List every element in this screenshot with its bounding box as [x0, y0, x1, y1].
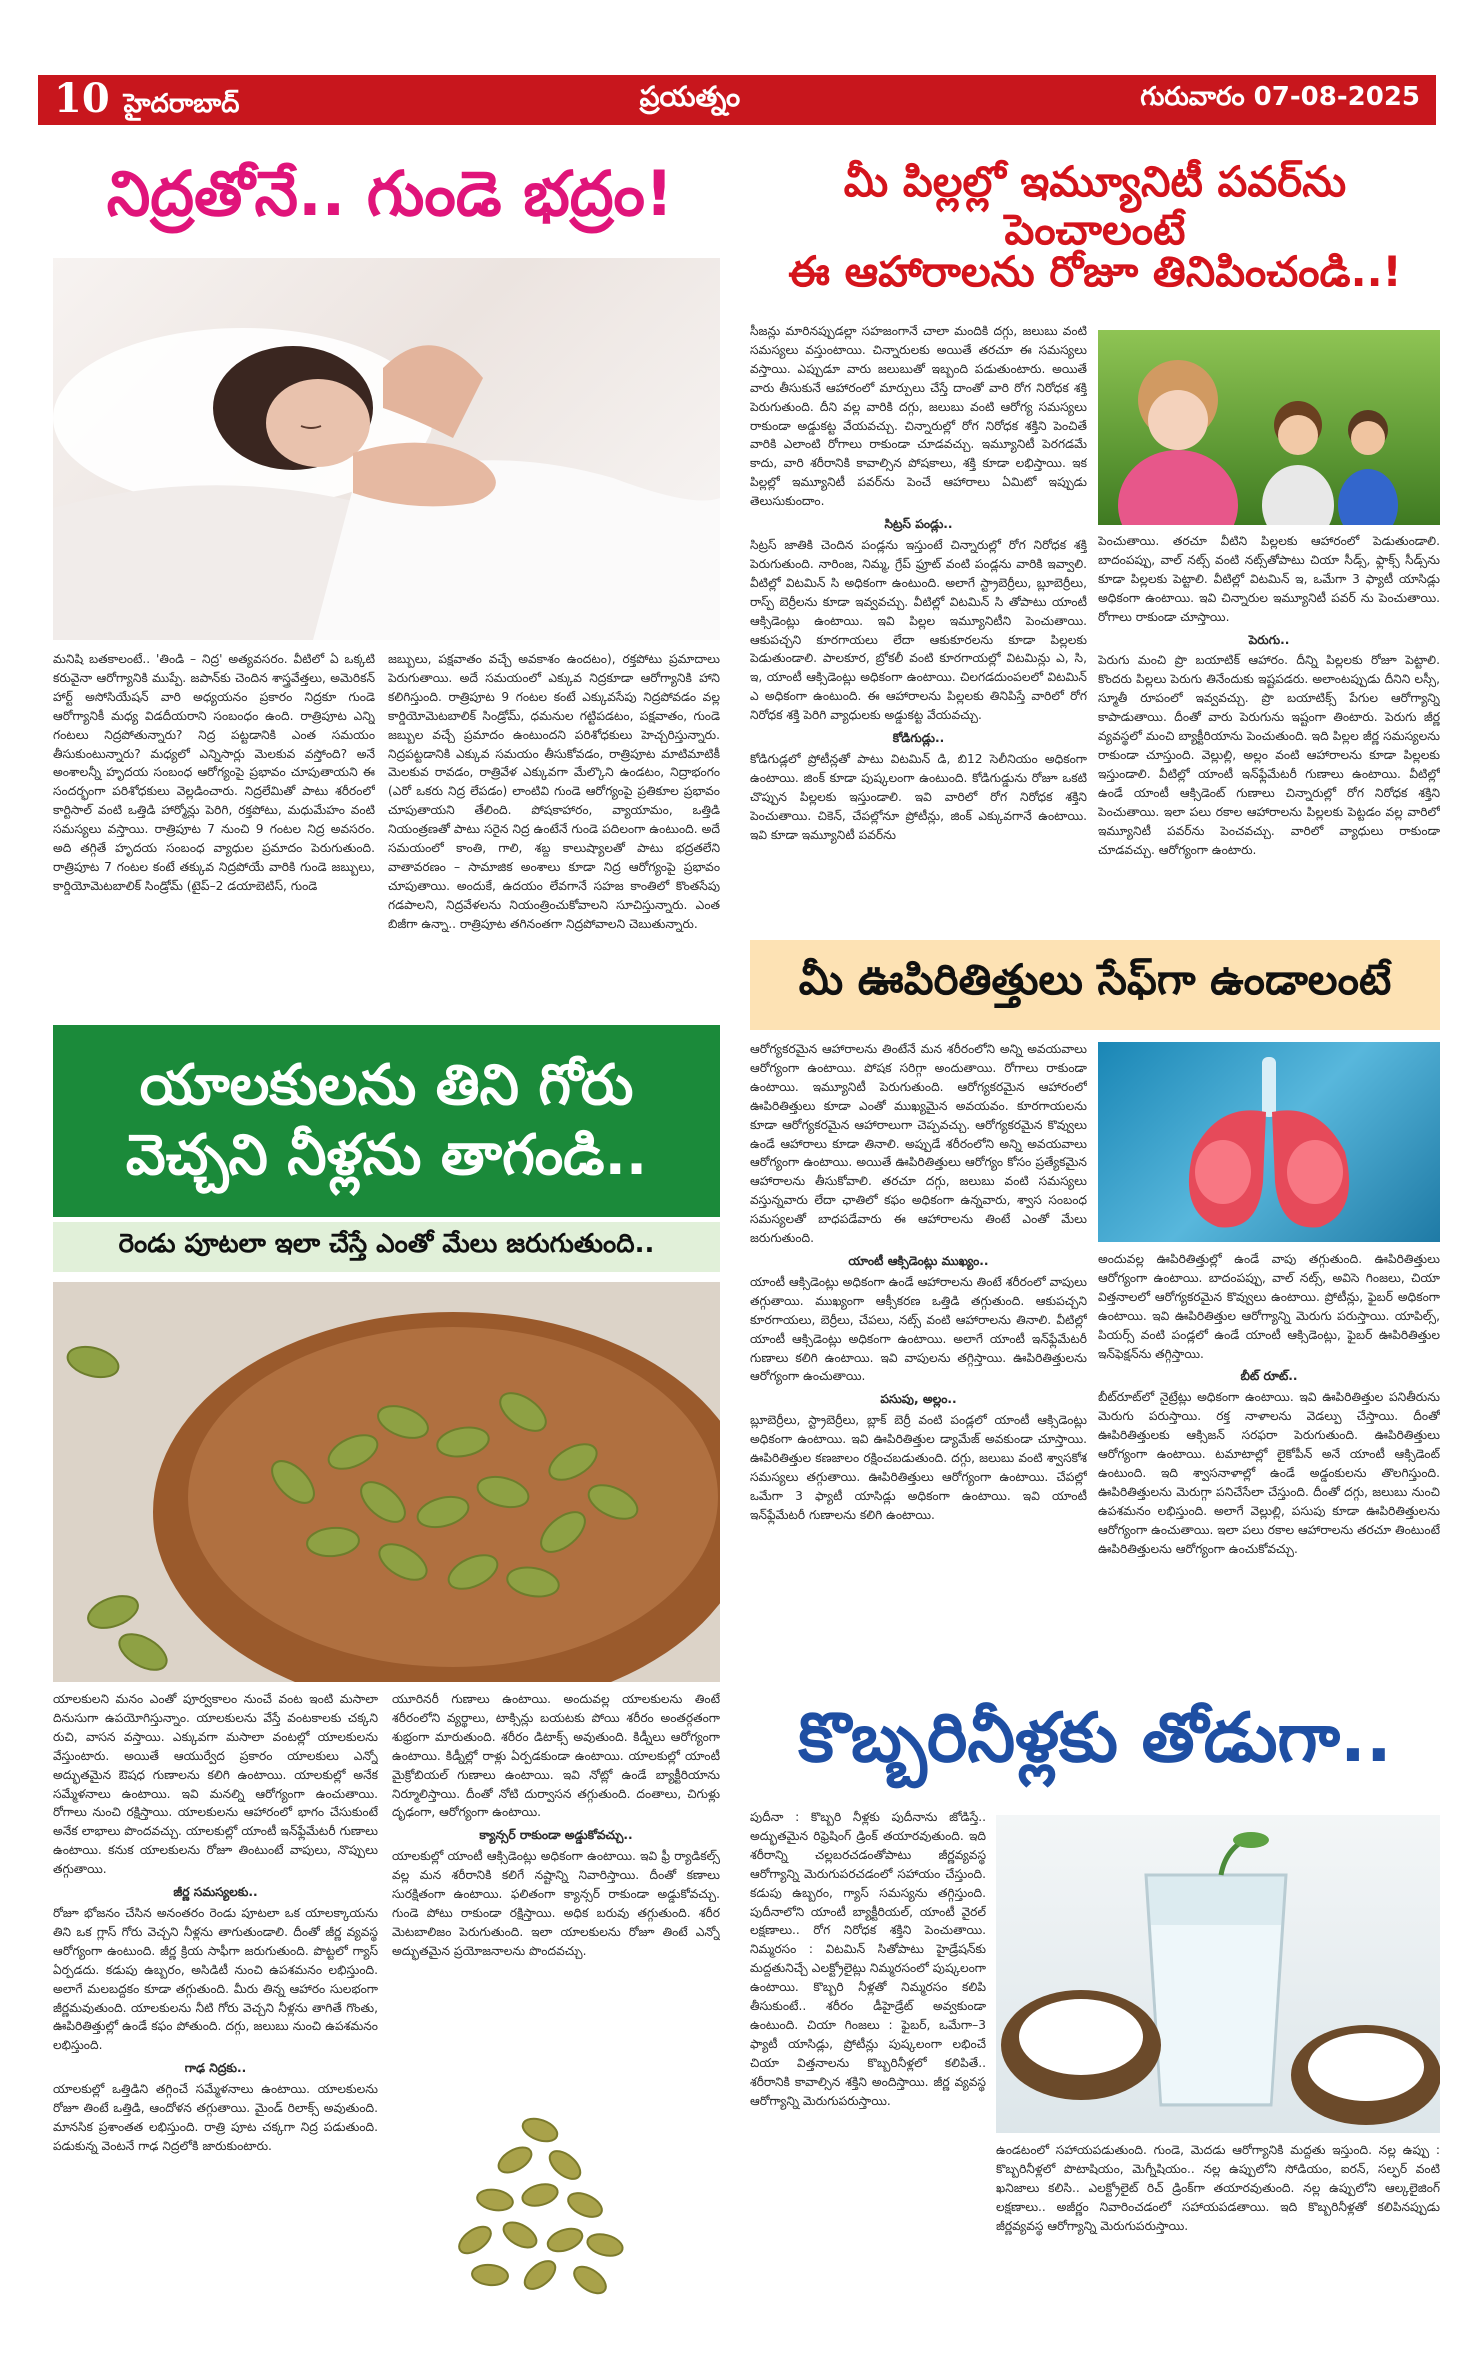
immunity-subhead-curd: పెరుగు..: [1248, 632, 1290, 647]
lungs-col1-text: ఆరోగ్యకరమైన ఆహారాలను తింటేనే మన శరీరంలోని అన్ని అవయవాలు ఆరోగ్యంగా ఉంటాయి. పోషక సరిగ్గా అందుతాయి. రోగాలు రాకుండా ఉంటాయి. ఇమ్యూనిటీ పెరుగుతుంది. ఆరోగ్యకరమైన ఆహారంలో ఊపిరితిత్తులు కూడా ఎంతో ముఖ్యమైన అవయవం. కూరగాయలను కూడా ఆరోగ్యకరమైన ఆహారాలుగా చెప్పవచ్చు. ఆరోగ్యకరమైన కొవ్వులు ఉండే ఆహారాలు కూడా తినాలి. అప్పుడే శరీరంలోని అన్ని అవయవాలు ఆరోగ్యంగా ఉంటాయి. అయితే ఊపిరితిత్తులు ఆరోగ్యం కోసం ప్రత్యేకమైన ఆహారాలను తీసుకోవాలి. తరచూ దగ్గు, జలుబు వంటి సమస్యలు వస్తున్నవారు లేదా ఛాతిలో కఫం అధికంగా ఉన్నవారు, శ్వాస సంబంధ సమస్యలతో బాధపడేవారు ఈ ఆహారాలను తింటే ఎంతో మేలు జరుగుతుంది.: [750, 1042, 1087, 1246]
coconut-water-photo: [996, 1815, 1440, 2133]
issue-date: గురువారం 07-08-2025: [1140, 82, 1420, 112]
sleep-column-2: జబ్బులు, పక్షవాతం వచ్చే అవకాశం ఉందటం), రక్తపోటు ప్రమాదాలు పెరుగుతాయి. అదే సమయంలో ఎక్కువ నిద్రకూడా ఆరోగ్యానికి హాని కలిగిస్తుంది. రాత్రిపూట 9 గంటల కంటే ఎక్కువసేపు నిద్రపోవడం వల్ల కార్డియోమెటబాలిక్ సిండ్రోమ్, ధమనుల గట్టిపడటం, పక్షవాతం, గుండె జబ్బుల వచ్చే ప్రమాదం ఉంటుందని పరిశోధకులు హెచ్చరిస్తున్నారు. నిద్రపట్టడానికి ఎక్కువ సమయం తీసుకోవడం, రాత్రిపూట మాటిమాటికీ మెలకువ రావడం, రాత్రివేళ ఎక్కువగా మేల్కొని ఉండటం, నిద్రాభంగం (ఎరో ఒకరు నిద్ర లేపడం) లాంటివి గుండె ఆరోగ్యంపై ప్రతికూల ప్రభావం చూపుతాయని తేలింది. పోషకాహారం, వ్యాయామం, ఒత్తిడి నియంత్రణతో పాటు సరైన నిద్ర ఉంటేనే గుండె పదిలంగా ఉంటుంది. అదే సమయంలో కాంతి, గాలి, శబ్ద కాలుష్యాలతో పాటు భద్రతలేని వాతావరణం – సామాజిక అంశాలు కూడా నిద్ర ఆరోగ్యంపై ప్రభావం చూపుతాయి. అందుకే, ఉదయం లేవగానే సహజ కాంతిలో కొంతసేపు గడపాలని, నిద్రవేళలను నియంత్రించుకోవాలని సూచిస్తున్నారు. ఎంత బిజీగా ఉన్నా.. రాత్రిపూట తగినంతగా నిద్రపోవాలని చెబుతున్నారు.: [388, 652, 720, 931]
lungs-column-2: [1098, 1250, 1440, 1660]
lungs-col2-text: అందువల్ల ఊపిరితిత్తుల్లో ఉండే వాపు తగ్గుతుంది. ఊపిరితిత్తులు ఆరోగ్యంగా ఉంటాయి. బాదంపప్పు, వాల్ నట్స్, అవిసె గింజలు, చియా విత్తనాలలో ఆరోగ్యకరమైన కొవ్వులు ఉంటాయి. ప్రోటీన్లు, ఫైబర్ అధికంగా ఉంటాయి. ఇవి ఊపిరితిత్తుల ఆరోగ్యాన్ని మెరుగు పరుస్తాయి. యాపిల్స్, పియర్స్ వంటి పండ్లలో ఉండే యాంటీ ఆక్సిడెంట్లు, ఫైబర్ ఊపిరితిత్తుల ఇన్‌ఫెక్షన్‌ను తగ్గిస్తాయి.: [1098, 1252, 1440, 1361]
immunity-col1-text: సీజన్లు మారినప్పుడల్లా సహజంగానే చాలా మందికి దగ్గు, జలుబు వంటి సమస్యలు వస్తుంటాయి. చిన్నారులకు అయితే తరచూ ఈ సమస్యలు వస్తాయి. ఎప్పుడూ వారు జలుబుతో ఇబ్బంది పడుతుంటారు. అయితే వారు తీసుకునే ఆహారంలో మార్పులు చేస్తే దాంతో వారి రోగ నిరోధక శక్తి పెరుగుతుంది. దీని వల్ల వారికి దగ్గు, జలుబు వంటి ఆరోగ్య సమస్యలు రాకుండా అడ్డుకట్ట వేయవచ్చు. చిన్నారుల్లో రోగ నిరోధక శక్తిని పెంచితే వారికి ఎలాంటి రోగాలు రాకుండా చూడవచ్చు. ఇమ్యూనిటీ పెరగడమే కాదు, వారి శరీరానికి కావాల్సిన పోషకాలు, శక్తి కూడా లభిస్తాయి. ఇక పిల్లల్లో ఇమ్యూనిటీ పవర్‌ను పెంచే ఆహారాలు ఏమిటో ఇప్పుడు తెలుసుకుందాం.: [750, 324, 1087, 509]
cardamom-subtitle: రెండు పూటలా ఇలా చేస్తే ఎంతో మేలు జరుగుతుంది..: [53, 1222, 720, 1272]
immunity-col2b-text: పెరుగు మంచి ప్రొ బయాటిక్ ఆహారం. దీన్ని పిల్లలకు రోజూ పెట్టాలి. కొందరు పిల్లలు పెరుగు తినేందుకు ఇష్టపడరు. అలాంటప్పుడు దీనిని లస్సీ, స్మూతీ రూపంలో ఇవ్వవచ్చు. ప్రొ బయాటిక్స్ పేగుల ఆరోగ్యాన్ని కాపాడుతాయి. దీంతో వారు పెరుగును ఇష్టంగా తింటారు. పెరుగు జీర్ణ వ్యవస్థలో మంచి బ్యాక్టీరియాను పెంచుతుంది. ఇది పిల్లల జీర్ణ సమస్యలను రాకుండా చూస్తుంది. వెల్లుల్లి, అల్లం వంటి ఆహారాలను కూడా పిల్లలకు ఇస్తుండాలి. వీటిల్లో యాంటీ ఇన్‌ఫ్లేమేటరీ గుణాలు ఉంటాయి. వీటిల్లో ఉండే యాంటీ ఆక్సిడెంట్ గుణాలు చిన్నారుల్లో రోగ నిరోధక శక్తిని పెంచుతాయి. ఇలా పలు రకాల ఆహారాలను పిల్లలకు పెట్టడం వల్ల వారిలో ఇమ్యూనిటీ పవర్‌ను పెంచవచ్చు. వారిలో వ్యాధులు రాకుండా చూడవచ్చు. ఆరోగ్యంగా ఉంటారు.: [1098, 653, 1440, 857]
children-illustration: [1098, 330, 1440, 525]
lungs-subhead-antioxidants: యాంటీ ఆక్సిడెంట్లు ముఖ్యం..: [848, 1253, 989, 1268]
page-number: 10: [54, 75, 110, 122]
immunity-subhead-eggs: కోడిగుడ్లు..: [892, 731, 945, 746]
immunity-col1c-text: కోడిగుడ్లలో ప్రోటీన్లతో పాటు విటమిన్ డి, బి12 సెలీనియం అధికంగా ఉంటాయి. జింక్ కూడా పుష్కలంగా ఉంటుంది. కోడిగుడ్డును రోజూ ఒకటి చొప్పున పిల్లలకు ఇస్తుండాలి. ఇవి వారిలో రోగ నిరోధక శక్తిని పెంచుతాయి. చికెన్, చేపల్లోనూ ప్రోటీన్లు, జింక్ ఎక్కువగానే ఉంటాయి. ఇవి కూడా ఇమ్యూనిటీ పవర్‌ను: [750, 751, 1087, 842]
lungs-col1b-text: యాంటీ ఆక్సిడెంట్లు అధికంగా ఉండే ఆహారాలను తింటే శరీరంలో వాపులు తగ్గుతాయి. ముఖ్యంగా ఆక్సీకరణ ఒత్తిడి తగ్గుతుంది. ఆకుపచ్చని కూరగాయలు, బెర్రీలు, చేపలు, నట్స్ వంటి ఆహారాలను తినాలి. వీటిల్లో యాంటీ ఆక్సిడెంట్లు అధికంగా ఉంటాయి. అలాగే యాంటీ ఇన్‌ఫ్లేమేటరీ గుణాలు కలిగి ఉంటాయి. ఇవి వాపులను తగ్గిస్తాయి. ఊపిరితిత్తులను ఆరోగ్యంగా ఉంచుతాయి.: [750, 1274, 1087, 1384]
cardamom-column-1: [53, 1690, 378, 2305]
city-name: హైదరాబాద్: [123, 89, 240, 119]
cardamom-banner-line-1: యాలకులను తిని గోరు: [139, 1053, 634, 1118]
immunity-column-2: [1098, 532, 1440, 924]
lungs-subhead-ginger: పసుపు, అల్లం..: [880, 1392, 957, 1407]
children-photo: [1098, 330, 1440, 525]
sleep-headline: నిద్రతోనే.. గుండె భద్రం!: [106, 157, 674, 230]
lungs-column-1: [750, 1040, 1087, 1660]
cardamom-col2b-text: యాలకుల్లో యాంటీ ఆక్సిడెంట్లు అధికంగా ఉంటాయి. ఇవి ఫ్రీ ర్యాడికల్స్ వల్ల మన శరీరానికి కలిగే నష్టాన్ని నివారిస్తాయి. దీంతో కణాలు సురక్షితంగా ఉంటాయి. ఫలితంగా క్యాన్సర్ రాకుండా అడ్డుకోవచ్చు. గుండె పోటు రాకుండా రక్షిస్తాయి. అధిక బరువు తగ్గుతుంది. శరీర మెటబాలిజం పెరుగుతుంది. ఇలా యాలకులను రోజూ తింటే ఎన్నో అద్భుతమైన ప్రయోజనాలను పొందవచ్చు.: [392, 1849, 720, 1958]
lungs-subhead-beetroot: బీట్ రూట్..: [1240, 1369, 1298, 1384]
masthead: [38, 75, 1436, 125]
coconut-column-2: ఉండటంలో సహాయపడుతుంది. గుండె, మెదడు ఆరోగ్యానికి మద్దతు ఇస్తుంది. నల్ల ఉప్పు : కొబ్బరినీళ్లలో పొటాషియం, మెగ్నీషియం.. నల్ల ఉప్పులోని సోడియం, ఐరన్, సల్ఫర్ వంటి ఖనిజాలు కలిసి.. ఎలక్ట్రోలైట్ రిచ్ డ్రింక్‌గా తయారవుతుంది. నల్ల ఉప్పులోని ఆల్కలైజింగ్ లక్షణాలు.. అజీర్ణం నివారించడంలో సహాయపడతాయి. ఇది కొబ్బరినీళ్లతో కలిపినప్పుడు జీర్ణవ్యవస్థ ఆరోగ్యాన్ని మెరుగుపరుస్తాయి.: [996, 2143, 1440, 2233]
cardamom-banner: [53, 1025, 720, 1217]
immunity-subhead-citrus: సిట్రస్ పండ్లు..: [884, 517, 953, 532]
cardamom-pile-illustration: [430, 2070, 650, 2310]
lungs-col2b-text: బీట్‌రూట్‌లో నైట్రేట్లు అధికంగా ఉంటాయి. ఇవి ఊపిరితిత్తుల పనితీరును మెరుగు పరుస్తాయి. రక్త నాళాలను వెడల్పు చేస్తాయి. దీంతో ఊపిరితిత్తులకు ఆక్సిజన్ సరఫరా పెరుగుతుంది. ఊపిరితిత్తులు ఆరోగ్యంగా ఉంటాయి. టమాటాల్లో లైకోపీన్ అనే యాంటీ ఆక్సిడెంట్ ఉంటుంది. ఇది శ్వాసనాళాల్లో ఉండే అడ్డంకులను తొలగిస్తుంది. ఊపిరితిత్తులను మెరుగ్గా పనిచేసేలా చేస్తుంది. దీంతో దగ్గు, జలుబు నుంచి ఉపశమనం లభిస్తుంది. అలాగే వెల్లుల్లి, పసుపు కూడా ఊపిరితిత్తులను ఆరోగ్యంగా ఉంచుతాయి. ఇలా పలు రకాల ఆహారాలను తరచూ తింటుంటే ఊపిరితిత్తులను ఆరోగ్యంగా ఉంచుకోవచ్చు.: [1098, 1390, 1440, 1556]
cardamom-column-2: [392, 1690, 720, 2060]
sleeping-woman-illustration: [53, 258, 720, 640]
immunity-col1b-text: సిట్రస్ జాతికి చెందిన పండ్లను ఇస్తుంటే చిన్నారుల్లో రోగ నిరోధక శక్తి పెరుగుతుంది. నారింజ, నిమ్మ, గ్రేప్ ఫ్రూట్ వంటి పండ్లను వారికి ఇవ్వాలి. వీటిల్లో విటమిన్ సి అధికంగా ఉంటుంది. అలాగే స్ట్రాబెర్రీలు, బ్లూబెర్రీలు, రాస్ప్ బెర్రీలను కూడా ఇవ్వవచ్చు. వీటిల్లో విటమిన్ సి తోపాటు యాంటీ ఆక్సిడెంట్లు ఉంటాయి. ఇవి పిల్లల ఇమ్యూనిటీని పెంచుతాయి. ఆకుపచ్చని కూరగాయలు లేదా ఆకుకూరలను కూడా పిల్లలకు పెడుతుండాలి. పాలకూర, బ్రోకలీ వంటి కూరగాయల్లో విటమిన్లు ఎ, సి, ఇ, యాంటీ ఆక్సిడెంట్లు అధికంగా ఉంటాయి. చిలగడదుంపలలో విటమిన్ ఎ అధికంగా ఉంటుంది. ఈ ఆహారాలను పిల్లలకు తినిపిస్తే వారిలో రోగ నిరోధక శక్తి పెరిగి వ్యాధులకు అడ్డుకట్ట వేయవచ్చు.: [750, 537, 1087, 723]
sleep-column-1: మనిషి బతకాలంటే.. 'తిండి – నిద్ర' అత్యవసరం. వీటిలో ఏ ఒక్కటి కరువైనా ఆరోగ్యానికి ముప్పే. జపాన్‌కు చెందిన శాస్త్రవేత్తలు, అమెరికన్ హార్ట్ అసోసియేషన్ వారి అధ్యయనం ప్రకారం నిద్రకూ గుండె ఆరోగ్యానికీ మధ్య విడదీయరాని సంబంధం ఉంది. రాత్రిపూట ఎన్ని గంటలు నిద్రపోతున్నారు? నిద్ర పట్టడానికి ఎంత సమయం తీసుకుంటున్నారు? మధ్యలో ఎన్నిసార్లు మెలకువ వస్తోంది? అనే అంశాలన్నీ హృదయ సంబంధ ఆరోగ్యంపై ప్రభావం చూపుతాయని ఈ సందర్భంగా పరిశోధకులు వెల్లడించారు. నిద్రలేమితో పాటు శరీరంలో కార్టిసాల్ వంటి ఒత్తిడి హార్మోన్లు పెరిగి, రక్తపోటు, మధుమేహం వంటి సమస్యలు వస్తాయి. రాత్రిపూట 7 నుంచి 9 గంటల నిద్ర అవసరం. అది తగ్గితే హృదయ సంబంధ వ్యాధుల ప్రమాదం పెరుగుతుంది. రాత్రిపూట 7 గంటల కంటే తక్కువ నిద్రపోయే వారికి గుండె జబ్బులు, కార్డియోమెటబాలిక్ సిండ్రోమ్ (టైప్–2 డయాబెటిస్, గుండె: [53, 652, 375, 893]
coconut-headline: కొబ్బరినీళ్లకు తోడుగా..: [798, 1699, 1392, 1778]
sleeping-woman-photo: [53, 258, 720, 640]
cardamom-banner-line-2: వెచ్చని నీళ్లను తాగండి..: [125, 1123, 648, 1188]
cardamom-col2-text: యూరినరీ గుణాలు ఉంటాయి. అందువల్ల యాలకులను తింటే శరీరంలోని వ్యర్థాలు, టాక్సిన్లు బయటకు పోయి శరీరం అంతర్గతంగా శుభ్రంగా మారుతుంది. శరీరం డిటాక్స్ అవుతుంది. కిడ్నీలు ఆరోగ్యంగా ఉంటాయి. కిడ్నీల్లో రాళ్లు ఏర్పడకుండా ఉంటాయి. యాలకుల్లో యాంటీ మైక్రోబియల్ గుణాలు ఉంటాయి. ఇవి నోట్లో ఉండే బ్యాక్టీరియాను నిర్మూలిస్తాయి. దీంతో నోటి దుర్వాసన తగ్గుతుంది. దంతాలు, చిగుళ్లు దృఢంగా, ఆరోగ్యంగా ఉంటాయి.: [392, 1692, 720, 1820]
cardamom-subhead-digestion: జీర్ణ సమస్యలకు..: [173, 1885, 258, 1900]
lungs-col1c-text: బ్లూబెర్రీలు, స్ట్రాబెర్రీలు, బ్లాక్ బెర్రీ వంటి పండ్లలో యాంటీ ఆక్సిడెంట్లు అధికంగా ఉంటాయి. ఇవి ఊపిరితిత్తుల డ్యామేజ్ అవకుండా చూస్తాయి. ఊపిరితిత్తుల కణజాలం రక్షించబడుతుంది. దగ్గు, జలుబు వంటి శ్వాసకోశ సమస్యలు తగ్గుతాయి. ఊపిరితిత్తులు ఆరోగ్యంగా ఉంటాయి. చేపల్లో ఒమేగా 3 ఫ్యాటీ యాసిడ్లు అధికంగా ఉంటాయి. ఇవి యాంటీ ఇన్‌ఫ్లేమేటరీ గుణాలను కలిగి ఉంటాయి.: [750, 1413, 1087, 1522]
coconut-column-1: పుదీనా : కొబ్బరి నీళ్లకు పుదీనాను జోడిస్తే.. అద్భుతమైన రిఫ్రెషింగ్ డ్రింక్ తయారవుతుంది. ఇది శరీరాన్ని చల్లబరచడంతోపాటు జీర్ణవ్యవస్థ ఆరోగ్యాన్ని మెరుగుపరచడంలో సహాయం చేస్తుంది. కడుపు ఉబ్బరం, గ్యాస్ సమస్యను తగ్గిస్తుంది. పుదీనాలోని యాంటీ బ్యాక్టీరియల్, యాంటీ వైరల్ లక్షణాలు.. రోగ నిరోధక శక్తిని పెంచుతాయి. నిమ్మరసం : విటమిన్ సితోపాటు హైడ్రేషన్‌కు మద్దతునిచ్చే ఎలక్ట్రోలైట్లు నిమ్మరసంలో పుష్కలంగా ఉంటాయి. కొబ్బరి నీళ్లతో నిమ్మరసం కలిపి తీసుకుంటే.. శరీరం డీహైడ్రేట్ అవ్వకుండా ఉంటుంది. చియా గింజలు : ఫైబర్, ఒమేగా–3 ఫ్యాటీ యాసిడ్లు, ప్రోటీన్లు పుష్కలంగా లభించే చియా విత్తనాలను కొబ్బరినీళ్లలో కలిపితే.. శరీరానికి కావాల్సిన శక్తిని అందిస్తాయి. జీర్ణ వ్యవస్థ ఆరోగ్యాన్ని మెరుగుపరుస్తాయి.: [750, 1810, 986, 2108]
cardamom-bowl-photo: [53, 1282, 720, 1682]
lungs-photo: [1098, 1042, 1440, 1242]
newspaper-name: ప్రయత్నం: [639, 80, 741, 113]
immunity-col2-text: పెంచుతాయి. తరచూ వీటిని పిల్లలకు ఆహారంలో పెడుతుండాలి. బాదంపప్పు, వాల్ నట్స్ వంటి నట్స్‌తోపాటు చియా సీడ్స్, ఫ్లాక్స్ సీడ్స్‌ను కూడా పిల్లలకు పెట్టాలి. వీటిల్లో విటమిన్ ఇ, ఒమేగా 3 ఫ్యాటీ యాసిడ్లు అధికంగా ఉంటాయి. ఇవి చిన్నారుల ఇమ్యూనిటీ పవర్ ను పెంచుతాయి. రోగాలు రాకుండా చూస్తాయి.: [1098, 534, 1440, 624]
cardamom-subhead-cancer: క్యాన్సర్ రాకుండా అడ్డుకోవచ్చు..: [479, 1828, 633, 1843]
cardamom-col1-text: యాలకులని మనం ఎంతో పూర్వకాలం నుంచే వంట ఇంటి మసాలా దినుసుగా ఉపయోగిస్తున్నాం. యాలకులను వేస్తే వంటకాలకు చక్కని రుచి, వాసన వస్తాయి. ఎక్కువగా మసాలా వంటల్లో యాలకులను వేస్తుంటారు. అయితే ఆయుర్వేద ప్రకారం యాలకులు ఎన్నో అద్భుతమైన ఔషధ గుణాలను కలిగి ఉంటాయి. యాలకుల్లో అనేక సమ్మేళనాలు ఉంటాయి. ఇవి మనల్ని ఆరోగ్యంగా ఉంచుతాయి. రోగాలు నుంచి రక్షిస్తాయి. యాలకులను ఆహారంలో భాగం చేసుకుంటే అనేక లాభాలు పొందవచ్చు. యాలకుల్లో యాంటీ ఇన్‌ఫ్లేమేటరీ గుణాలు ఉంటాయి. కనుక యాలకులను రోజూ తింటుంటే వాపులు, నొప్పులు తగ్గుతాయి.: [53, 1692, 378, 1877]
cardamom-col1c-text: యాలకుల్లో ఒత్తిడిని తగ్గించే సమ్మేళనాలు ఉంటాయి. యాలకులను రోజూ తింటే ఒత్తిడి, ఆందోళన తగ్గుతాయి. మైండ్ రిలాక్స్ అవుతుంది. మానసిక ప్రశాంతత లభిస్తుంది. రాత్రి పూట చక్కగా నిద్ర పడుతుంది. పడుకున్న వెంటనే గాఢ నిద్రలోకి జారుకుంటారు.: [53, 2082, 378, 2153]
coconut-water-illustration: [996, 1815, 1440, 2133]
lungs-banner: మీ ఊపిరితిత్తులు సేఫ్‌గా ఉండాలంటే: [750, 940, 1440, 1030]
immunity-column-1: [750, 322, 1087, 924]
cardamom-col1b-text: రోజూ భోజనం చేసిన అనంతరం రెండు పూటలా ఒక యాలక్కాయను తిని ఒక గ్లాస్ గోరు వెచ్చని నీళ్లను తాగుతుండాలి. దీంతో జీర్ణ వ్యవస్థ ఆరోగ్యంగా ఉంటుంది. జీర్ణ క్రియ సాఫీగా జరుగుతుంది. పొట్టలో గ్యాస్ ఏర్పడదు. కడుపు ఉబ్బరం, అసిడిటీ నుంచి ఉపశమనం లభిస్తుంది. అలాగే మలబద్దకం కూడా తగ్గుతుంది. మీరు తిన్న ఆహారం సులభంగా జీర్ణమవుతుంది. యాలకులను నీటి గోరు వెచ్చని నీళ్లను తాగితే గొంతు, ఊపిరితిత్తుల్లో ఉండే కఫం పోతుంది. దగ్గు, జలుబు నుంచి ఉపశమనం లభిస్తుంది.: [53, 1905, 378, 2053]
cardamom-pile-photo: [430, 2070, 650, 2310]
cardamom-subhead-sleep: గాఢ నిద్రకు..: [184, 2061, 247, 2076]
lungs-illustration: [1098, 1042, 1440, 1242]
immunity-headline-line-2: ఈ ఆహారాలను రోజూ తినిపించండి..!: [788, 247, 1402, 296]
immunity-headline-line-1: మీ పిల్లల్లో ఇమ్యూనిటీ పవర్‌ను పెంచాలంటే: [843, 157, 1347, 255]
cardamom-bowl-illustration: [53, 1282, 720, 1682]
